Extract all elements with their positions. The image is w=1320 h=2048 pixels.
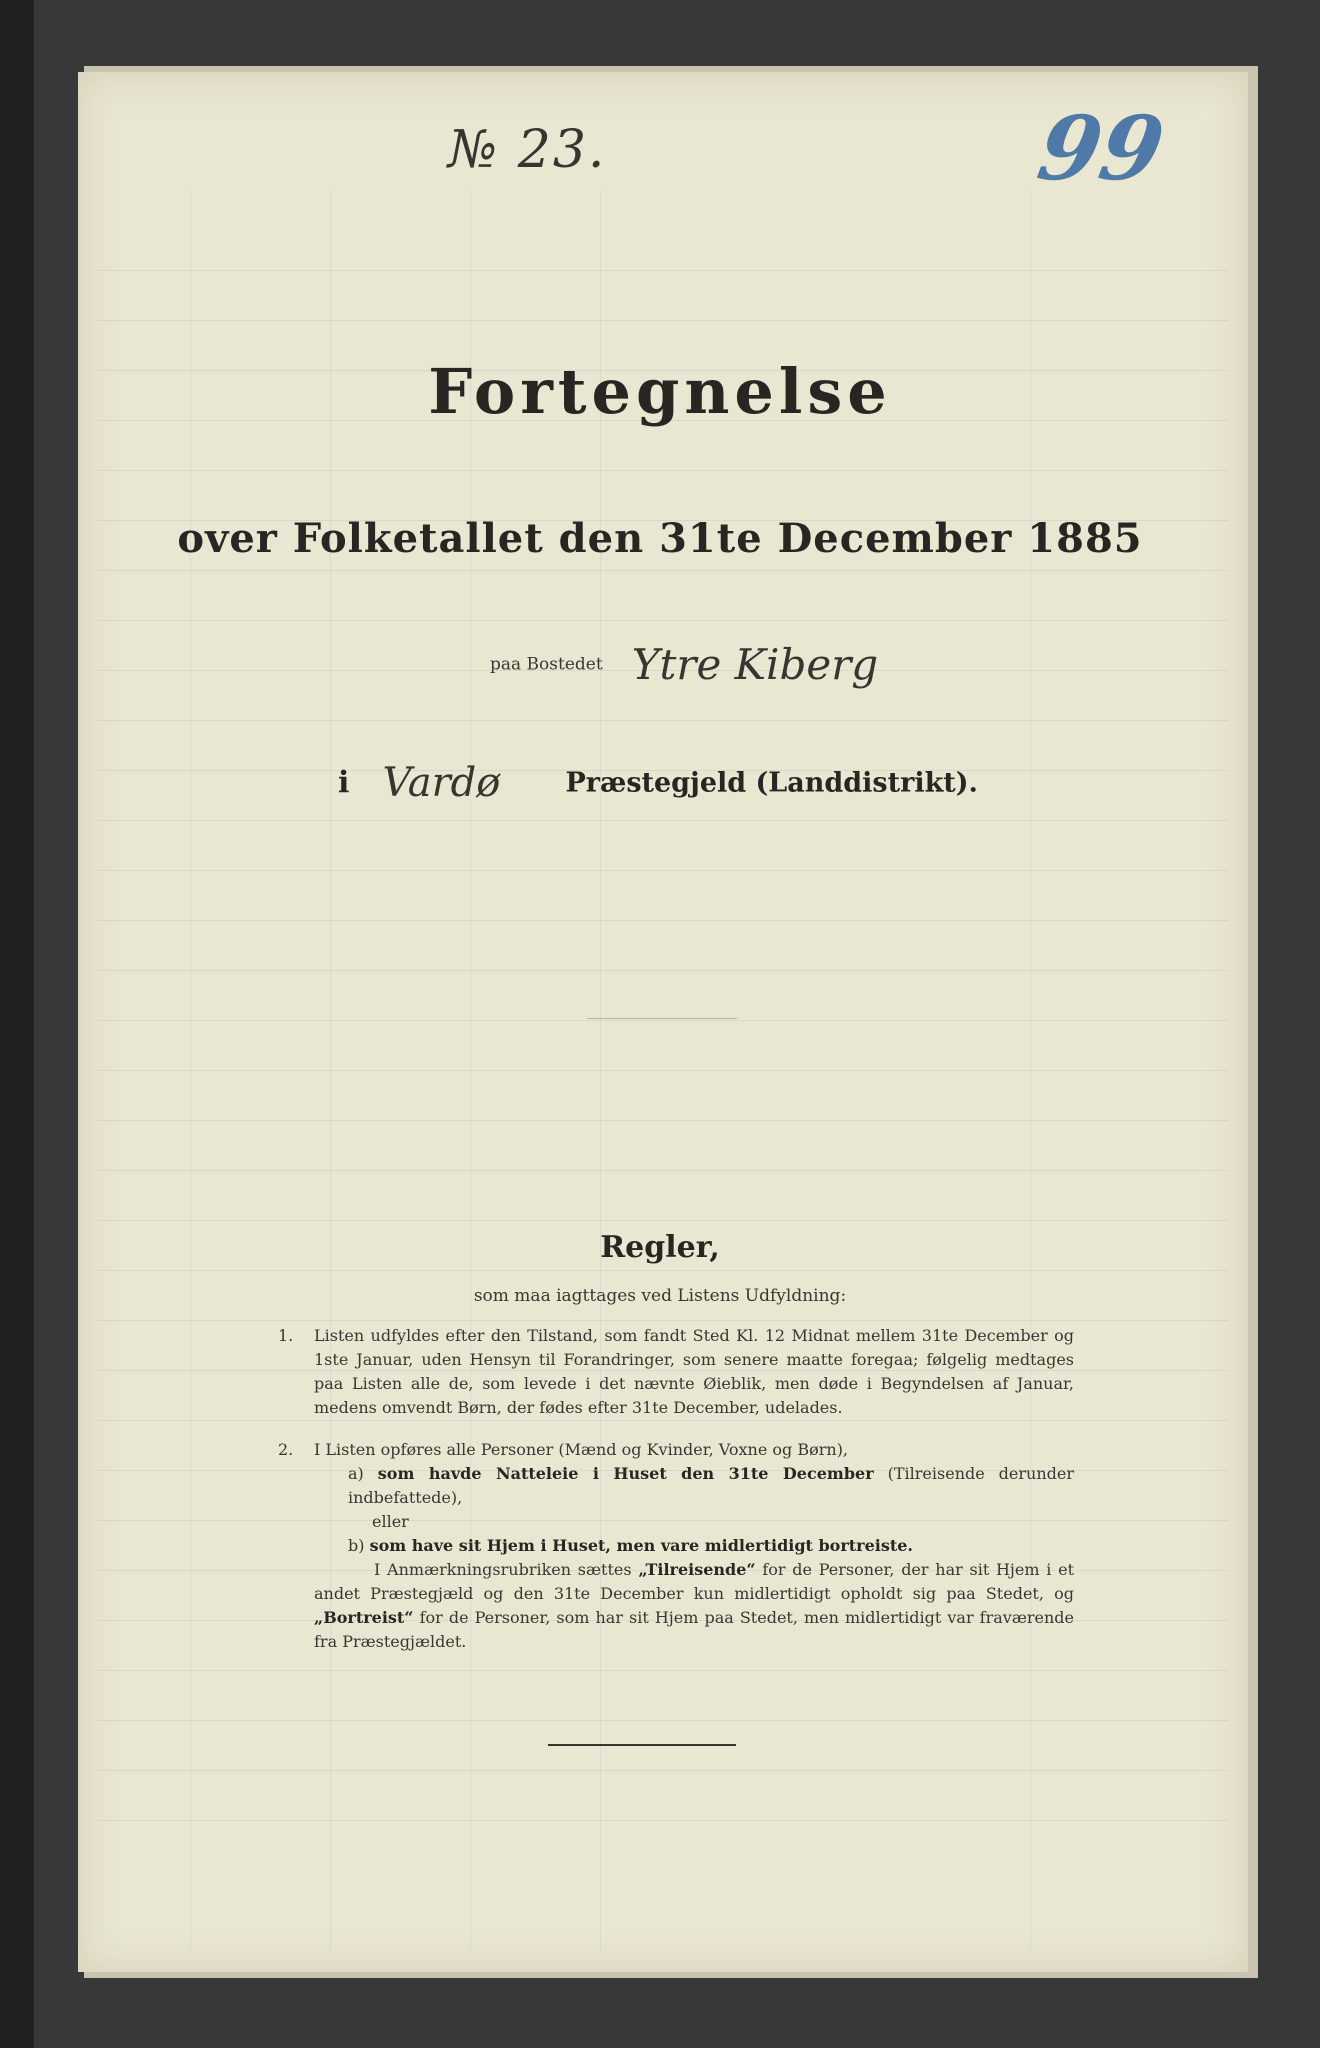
show-through-rule [98, 1170, 1228, 1171]
bottom-divider [548, 1744, 736, 1746]
rules-heading: Regler, [600, 1230, 720, 1265]
rule-1-number: 1. [278, 1326, 294, 1345]
rule-2-line1: I Listen opføres alle Personer (Mænd og Kvinder, Voxne og Børn), [314, 1440, 849, 1459]
residence-label: paa Bostedet [490, 654, 603, 675]
show-through-rule [98, 1720, 1228, 1721]
parish-prefix: i [338, 765, 350, 801]
list-number: № 23. [448, 120, 607, 180]
show-through-rule [98, 570, 1228, 571]
show-through-rule [98, 920, 1228, 921]
rule-2-remarks-p2: for de Personer, der har sit Hjem i et andet Præstegjæld og den 31te December kun midlertidigt opholdt sig paa Stedet, og [314, 1560, 1074, 1603]
rule-2-bortreist: „Bortreist“ [314, 1608, 414, 1627]
parish-row [338, 760, 978, 806]
show-through-rule [98, 270, 1228, 271]
show-through-rule [98, 1020, 1228, 1021]
show-through-rule [98, 470, 1228, 471]
rule-2-a-rest: (Tilreisende derunder indbefattede), [348, 1464, 1075, 1507]
scanner-edge [0, 0, 34, 2048]
rule-2-remarks [314, 1558, 1074, 1654]
residence-value: Ytre Kiberg [631, 640, 879, 689]
parish-value: Vardø [382, 760, 501, 806]
show-through-rule [98, 1120, 1228, 1121]
show-through-column [1030, 190, 1031, 1950]
show-through-rule [98, 720, 1228, 721]
show-through-column [330, 190, 331, 1950]
rule-2-a-prefix: a) [348, 1464, 364, 1483]
show-through-column [190, 190, 191, 1950]
show-through-rule [98, 870, 1228, 871]
show-through-rule [98, 1220, 1228, 1221]
parish-label: Præstegjeld (Landdistrikt). [565, 767, 978, 799]
form-subtitle: over Folketallet den 31te December 1885 [177, 515, 1143, 562]
rule-2-b-prefix: b) [348, 1536, 365, 1555]
upper-divider [587, 1018, 737, 1019]
show-through-rule [98, 1770, 1228, 1771]
show-through-rule [98, 1670, 1228, 1671]
rule-1-paragraph: Listen udfyldes efter den Tilstand, som fandt Sted Kl. 12 Midnat mellem 31te December og 1ste Januar, uden Hensyn til Forandringer, som senere maatte foregaa; følgelig medtages paa Listen alle de, som levede i det nævnte Øieblik, men døde i Begyndelsen af Januar, medens omvendt Børn, der fødes efter 31te December, udelades. [314, 1326, 1074, 1417]
form-title: Fortegnelse [428, 355, 892, 428]
rule-1 [278, 1324, 1078, 1424]
rule-2-a-bold: som havde Natteleie i Huset den 31te December [377, 1464, 874, 1483]
page-number-annotation: 99 [1030, 96, 1172, 200]
rule-1-text [314, 1324, 1074, 1420]
rule-2 [278, 1438, 1078, 1651]
rule-2-tilreisende: „Tilreisende“ [638, 1560, 756, 1579]
rule-2-number: 2. [278, 1440, 294, 1459]
rule-2-or: eller [372, 1512, 409, 1531]
show-through-rule [98, 970, 1228, 971]
show-through-rule [98, 1070, 1228, 1071]
show-through-rule [98, 820, 1228, 821]
rules-intro: som maa iagttages ved Listens Udfyldning: [473, 1286, 847, 1306]
rule-2-text [314, 1438, 1074, 1654]
rule-2-b-bold: som have sit Hjem i Huset, men vare midlertidigt bortreiste. [369, 1536, 913, 1555]
show-through-column [470, 190, 471, 1950]
rule-2-a [314, 1462, 1074, 1510]
rule-2-b [314, 1534, 1074, 1558]
residence-row [490, 640, 878, 689]
show-through-rule [98, 1820, 1228, 1821]
rule-2-remarks-p3: for de Personer, som har sit Hjem paa Stedet, men midlertidigt var fraværende fra Præstegjældet. [314, 1608, 1074, 1651]
show-through-column [600, 190, 601, 1950]
rule-2-remarks-p1: I Anmærkningsrubriken sættes [374, 1560, 632, 1579]
show-through-rule [98, 1320, 1228, 1321]
show-through-rule [98, 320, 1228, 321]
show-through-rule [98, 620, 1228, 621]
show-through-rule [98, 1270, 1228, 1271]
